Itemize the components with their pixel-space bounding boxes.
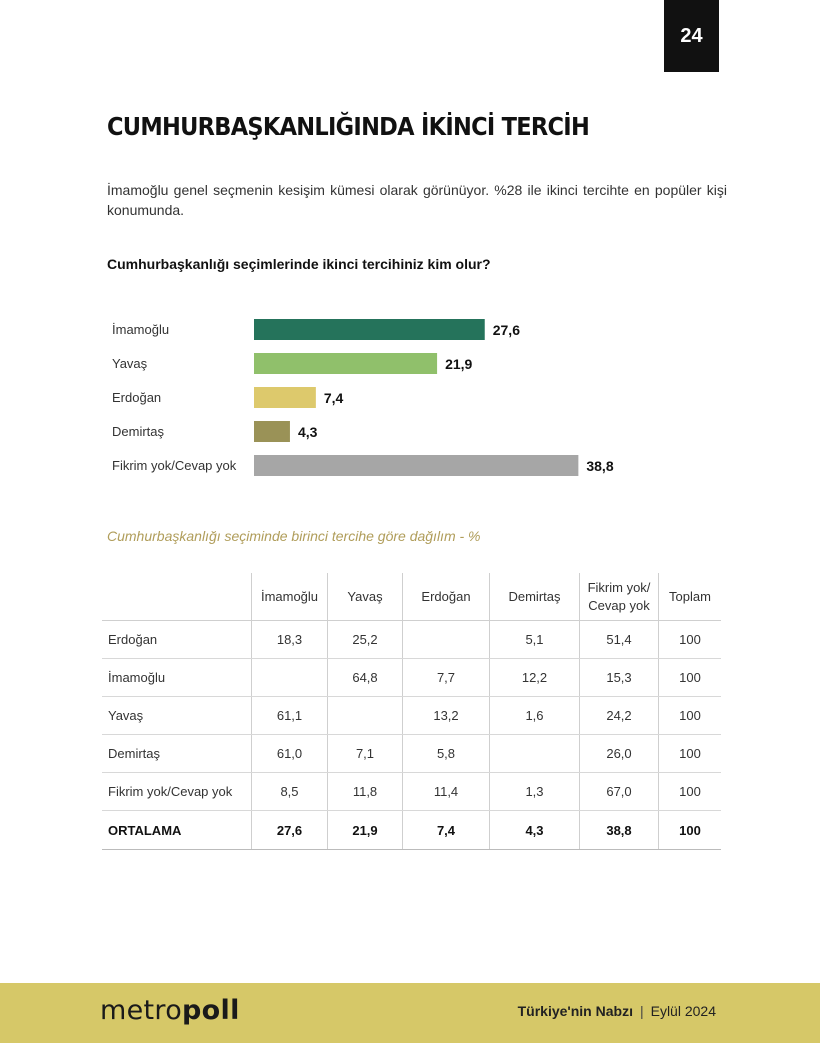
table-cell: 1,3 (490, 773, 580, 811)
row-label: İmamoğlu (102, 659, 252, 697)
header-corner (102, 573, 252, 621)
logo-regular-part: metro (100, 995, 183, 1026)
bar-value-label: 7,4 (323, 390, 344, 406)
table-row (102, 659, 721, 697)
metropoll-logo (100, 995, 240, 1026)
table-cell (252, 659, 328, 697)
table-cell: 61,0 (252, 735, 328, 773)
logo-bold-part: poll (182, 995, 240, 1026)
table-row (102, 773, 721, 811)
row-label: Demirtaş (102, 735, 252, 773)
table-cell: 67,0 (580, 773, 659, 811)
table-subtitle: Cumhurbaşkanlığı seçiminde birinci tercihe göre dağılım - % (107, 528, 481, 544)
table-cell: 5,8 (403, 735, 490, 773)
table-cell: 64,8 (328, 659, 403, 697)
table-cell (403, 621, 490, 659)
bar-category-label: Fikrim yok/Cevap yok (112, 458, 237, 473)
header-no-opinion: Fikrim yok/ Cevap yok (580, 573, 659, 621)
table-cell: 7,1 (328, 735, 403, 773)
footer-report-info (518, 1003, 716, 1019)
average-label: ORTALAMA (102, 811, 252, 850)
table-cell: 18,3 (252, 621, 328, 659)
table-cell: 25,2 (328, 621, 403, 659)
table-cell: 15,3 (580, 659, 659, 697)
bar-value-label: 21,9 (445, 356, 473, 372)
table-cell: 12,2 (490, 659, 580, 697)
table-cell: 11,4 (403, 773, 490, 811)
crosstab-table (102, 573, 721, 850)
row-label: Yavaş (102, 697, 252, 735)
table-row (102, 735, 721, 773)
bar (254, 319, 485, 340)
row-label: Erdoğan (102, 621, 252, 659)
table-cell: 51,4 (580, 621, 659, 659)
bar (254, 421, 290, 442)
table-row (102, 621, 721, 659)
table-cell (490, 735, 580, 773)
report-date: Eylül 2024 (650, 1003, 716, 1019)
second-preference-bar-chart (0, 300, 820, 485)
table-header-row (102, 573, 721, 621)
header-demirtas: Demirtaş (490, 573, 580, 621)
bar-category-label: Erdoğan (112, 390, 162, 405)
bar-category-label: Demirtaş (112, 424, 165, 439)
average-cell: 38,8 (580, 811, 659, 850)
page-title: CUMHURBAŞKANLIĞINDA İKİNCİ TERCİH (107, 112, 590, 141)
bar (254, 455, 578, 476)
bar (254, 353, 437, 374)
average-cell: 7,4 (403, 811, 490, 850)
page-number: 24 (664, 0, 719, 72)
bar-category-label: Yavaş (112, 356, 148, 371)
average-cell: 27,6 (252, 811, 328, 850)
average-cell: 4,3 (490, 811, 580, 850)
row-label: Fikrim yok/Cevap yok (102, 773, 252, 811)
table-cell: 100 (659, 697, 722, 735)
report-name: Türkiye'nin Nabzı (517, 1003, 633, 1019)
intro-paragraph: İmamoğlu genel seçmenin kesişim kümesi olarak görünüyor. %28 ile ikinci tercihte en popüler kişi konumunda. (107, 182, 727, 218)
bar-value-label: 27,6 (492, 322, 520, 338)
table-cell: 100 (659, 773, 722, 811)
table-cell: 11,8 (328, 773, 403, 811)
bar-category-label: İmamoğlu (112, 322, 170, 337)
bar-value-label: 4,3 (297, 424, 318, 440)
table-cell: 26,0 (580, 735, 659, 773)
bar (254, 387, 316, 408)
footer-separator: | (639, 1003, 644, 1019)
table-cell (328, 697, 403, 735)
average-cell: 21,9 (328, 811, 403, 850)
survey-question: Cumhurbaşkanlığı seçimlerinde ikinci tercihiniz kim olur? (107, 256, 491, 272)
header-erdogan: Erdoğan (403, 573, 490, 621)
header-yavas: Yavaş (328, 573, 403, 621)
table-cell: 100 (659, 659, 722, 697)
table-cell: 24,2 (580, 697, 659, 735)
table-cell: 5,1 (490, 621, 580, 659)
table-cell: 100 (659, 621, 722, 659)
table-row (102, 697, 721, 735)
table-cell: 1,6 (490, 697, 580, 735)
bar-value-label: 38,8 (586, 458, 614, 474)
header-total: Toplam (659, 573, 722, 621)
table-cell: 100 (659, 735, 722, 773)
average-row (102, 811, 721, 850)
header-imamoglu: İmamoğlu (252, 573, 328, 621)
table-cell: 61,1 (252, 697, 328, 735)
average-cell: 100 (659, 811, 722, 850)
table-cell: 8,5 (252, 773, 328, 811)
footer-bar (0, 983, 820, 1043)
table-cell: 13,2 (403, 697, 490, 735)
table-cell: 7,7 (403, 659, 490, 697)
